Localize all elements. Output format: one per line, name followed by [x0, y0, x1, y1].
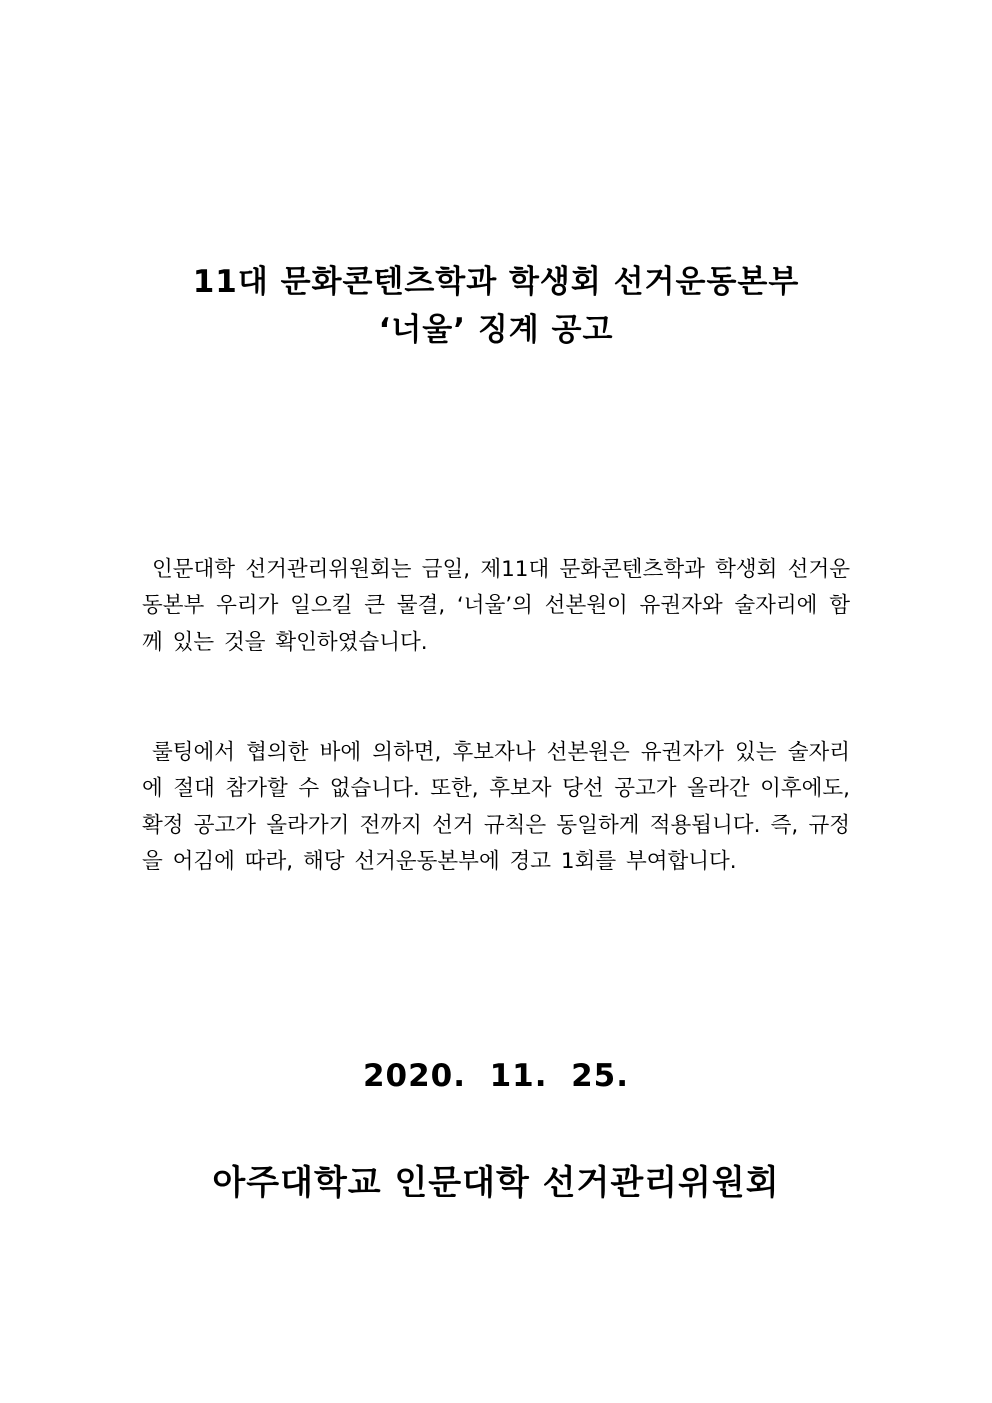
issuer-signature: 아주대학교 인문대학 선거관리위원회: [212, 1163, 780, 1203]
body-paragraph-2: 룰팅에서 협의한 바에 의하면, 후보자나 선본원은 유권자가 있는 술자리에 절대 참가할 수 없습니다. 또한, 후보자 당선 공고가 올라간 이후에도, 확정 공고가 올라가기 전까지 선거 규칙은 동일하게 적용됩니다. 즉, 규정을 어김에 따라, 해당 선거운동본부에 경고 1회를 부여합니다.: [142, 739, 850, 874]
body-paragraph-1: 인문대학 선거관리위원회는 금일, 제11대 문화콘텐츠학과 학생회 선거운동본부 우리가 일으킬 큰 물결, ‘너울’의 선본원이 유권자와 술자리에 함께 있는 것을 확인하였습니다.: [142, 556, 850, 655]
notice-date: 2020. 11. 25.: [362, 1058, 630, 1094]
notice-title: [0, 258, 992, 354]
title-line-2: ‘너울’ 징계 공고: [378, 312, 614, 348]
title-line-1: 11대 문화콘텐츠학과 학생회 선거운동본부: [192, 264, 800, 300]
